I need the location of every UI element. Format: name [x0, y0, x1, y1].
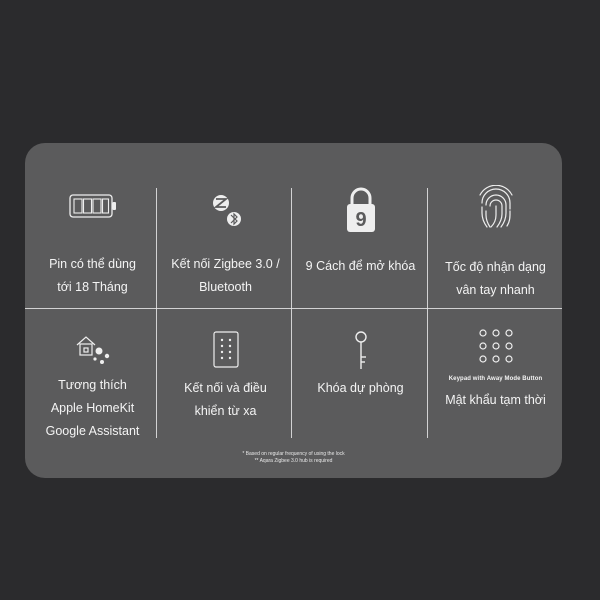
- feature-subtitle: Keypad with Away Mode Button: [448, 376, 543, 382]
- feature-label: Mật khẩu tạm thời: [445, 393, 546, 407]
- feature-label: Tốc độ nhận dạng vân tay nhanh: [445, 260, 546, 297]
- key-icon: [351, 331, 371, 371]
- homekit-assistant-icon: [71, 331, 115, 367]
- fingerprint-icon: [474, 185, 518, 233]
- battery-icon: [68, 191, 118, 221]
- feature-label: Tương thích Apple HomeKit Google Assistant: [45, 378, 140, 438]
- feature-label: Khóa dự phòng: [317, 381, 404, 395]
- footnote-2: ** Aqara Zigbee 3.0 hub is required: [254, 458, 333, 464]
- feature-battery: [25, 143, 160, 308]
- feature-unlock-methods: [293, 143, 428, 308]
- features-card: [25, 143, 562, 478]
- keypad-icon: [474, 325, 518, 369]
- padlock-number: 9: [354, 209, 367, 231]
- zigbee-bluetooth-icon: [201, 191, 251, 231]
- feature-label: 9 Cách để mở khóa: [305, 259, 416, 273]
- phone-keypad-icon: [211, 331, 241, 369]
- feature-connectivity: [158, 143, 293, 308]
- feature-label: Kết nối và điều khiển từ xa: [184, 381, 267, 418]
- padlock-9-icon: [341, 185, 381, 235]
- feature-label: Pin có thể dùng tới 18 Tháng: [49, 257, 136, 294]
- feature-label: Kết nối Zigbee 3.0 / Bluetooth: [171, 257, 280, 294]
- footnotes: [25, 451, 562, 465]
- footnote-1: * Based on regular frequency of using the lock: [242, 451, 345, 457]
- feature-fingerprint: [428, 143, 563, 308]
